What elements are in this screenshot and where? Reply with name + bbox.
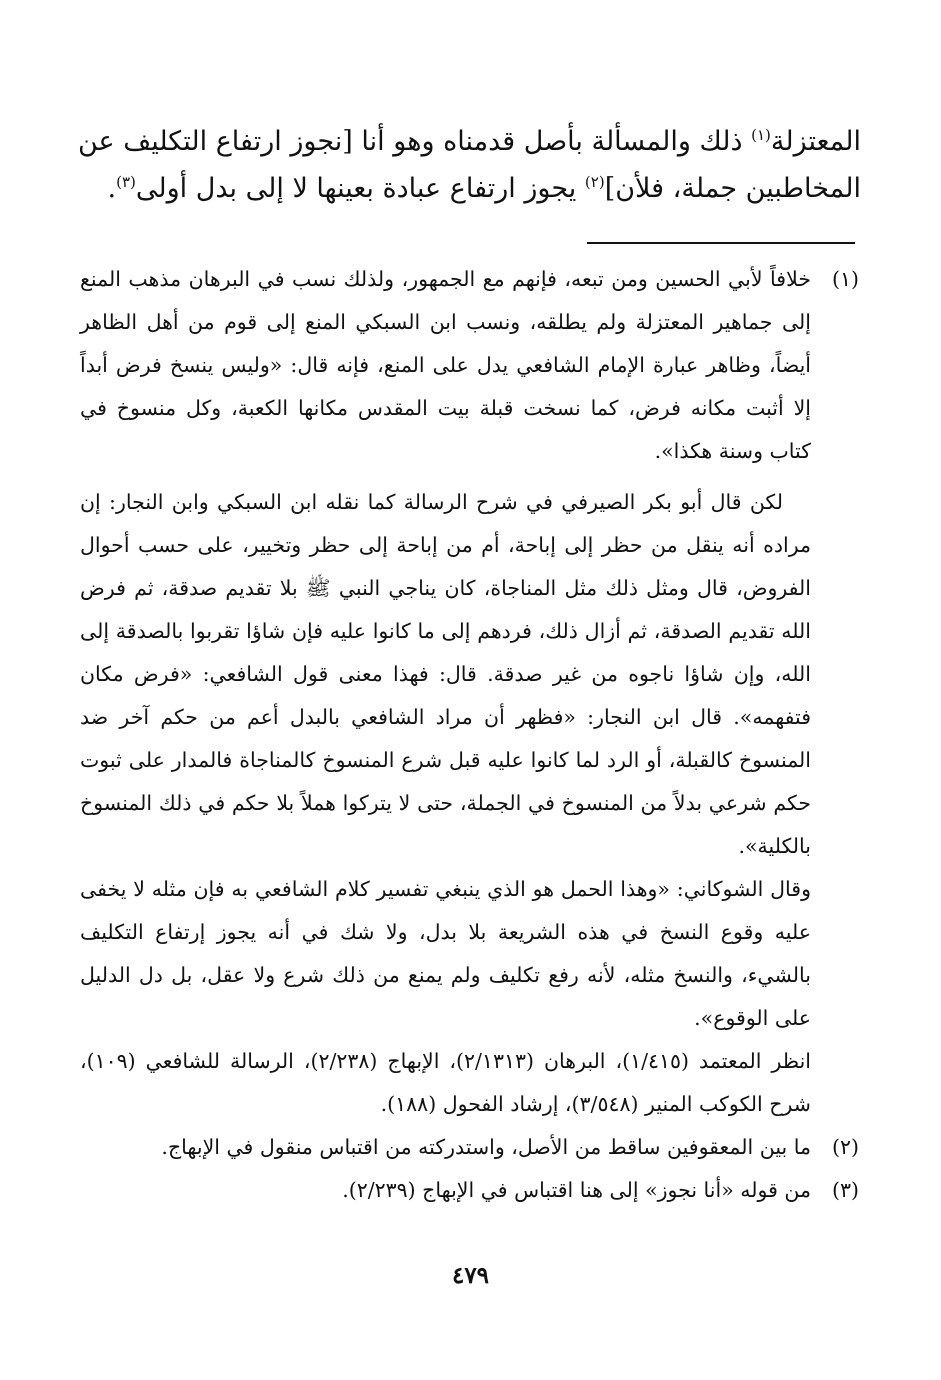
footnote-marker-1[interactable]: (١)	[751, 126, 771, 144]
footnote-paragraph: من قوله «أنا نجوز» إلى هنا اقتباس في الإبهاج (٢/٢٣٩).	[342, 1178, 811, 1202]
main-text-segment: .	[107, 173, 117, 204]
footnote-number: (٣)	[831, 1178, 859, 1202]
footnotes	[80, 258, 859, 1212]
footnote-paragraph: ما بين المعقوفين ساقط من الأصل، واستدركته من اقتباس منقول في الإبهاج.	[161, 1135, 811, 1159]
footnote-paragraph: خلافاً لأبي الحسين ومن تبعه، فإنهم مع الجمهور، ولذلك نسب في البرهان مذهب المنع إلى جماهير المعتزلة ولم يطلقه، ونسب ابن السبكي المنع إلى قوم من أهل الظاهر أيضاً، وظاهر عبارة الإمام الشافعي يدل على المنع، فإنه قال: «وليس ينسخ فرض أبداً إلا أثبت مكانه فرض، كما نسخت قبلة بيت المقدس مكانها الكعبة، وكل منسوخ في كتاب وسنة هكذا».	[80, 267, 811, 463]
footnote-number: (١)	[831, 267, 859, 291]
main-text	[78, 118, 861, 212]
footnote-body	[80, 258, 811, 1126]
footnote-3	[80, 1169, 859, 1212]
footnote-marker-3[interactable]: (٣)	[116, 173, 136, 191]
footnote-separator	[587, 242, 855, 244]
footnote-paragraph: وقال الشوكاني: «وهذا الحمل هو الذي ينبغي تفسير كلام الشافعي به فإن مثله لا يخفى عليه وقوع النسخ في هذه الشريعة بلا بدل، ولا شك في أنه يجوز إرتفاع التكليف بالشيء، والنسخ مثله، لأنه رفع تكليف ولم يمنع من ذلك شرع ولا عقل، بل دل الدليل على الوقوع».	[80, 877, 811, 1030]
main-text-segment: يجوز ارتفاع عبادة بعينها لا إلى بدل أولى	[135, 173, 585, 204]
main-paragraph	[78, 118, 861, 212]
footnote-body	[80, 1169, 811, 1212]
footnote-marker-2[interactable]: (٢)	[584, 173, 605, 191]
main-text-segment: المعتزلة	[770, 126, 861, 157]
footnote-paragraph: لكن قال أبو بكر الصيرفي في شرح الرسالة كما نقله ابن السبكي وابن النجار: إن مراده أنه ينقل من حظر إلى إباحة، أم من إباحة إلى حظر وتخيير، على حسب أحوال الفروض، قال ومثل ذلك مثل المناجاة، كان يناجي النبي ﷺ بلا تقديم صدقة، ثم فرض الله تقديم الصدقة، ثم أزال ذلك، فردهم إلى ما كانوا عليه فإن شاؤا تقربوا بالصدقة إلى الله، وإن شاؤا ناجوه من غير صدقة. قال: فهذا معنى قول الشافعي: «فرض مكان فتفهمه». قال ابن النجار: «فظهر أن مراد الشافعي بالبدل أعم من حكم آخر ضد المنسوخ كالقبلة، أو الرد لما كانوا عليه قبل شرع المنسوخ كالمناجاة فالمدار على ثبوت حكم شرعي بدلاً من المنسوخ في الجملة، حتى لا يتركوا هملاً بلا حكم في ذلك المنسوخ بالكلية».	[80, 490, 811, 858]
footnote-number: (٢)	[831, 1135, 859, 1159]
main-text-segment: ذلك والمسألة بأصل قدمناه وهو أنا [نجوز ارتفاع التكليف عن المخاطبين جملة، فلأن]	[78, 126, 861, 204]
footnote-references: انظر المعتمد (١/٤١٥)، البرهان (٢/١٣١٣)، الإبهاج (٢/٢٣٨)، الرسالة للشافعي (١٠٩)، شرح الكوكب المنير (٣/٥٤٨)، إرشاد الفحول (١٨٨).	[80, 1049, 812, 1116]
footnote-1	[80, 258, 859, 1126]
page-number: ٤٧٩	[451, 1262, 490, 1289]
footnote-body	[80, 1126, 811, 1169]
footnote-2	[80, 1126, 859, 1169]
